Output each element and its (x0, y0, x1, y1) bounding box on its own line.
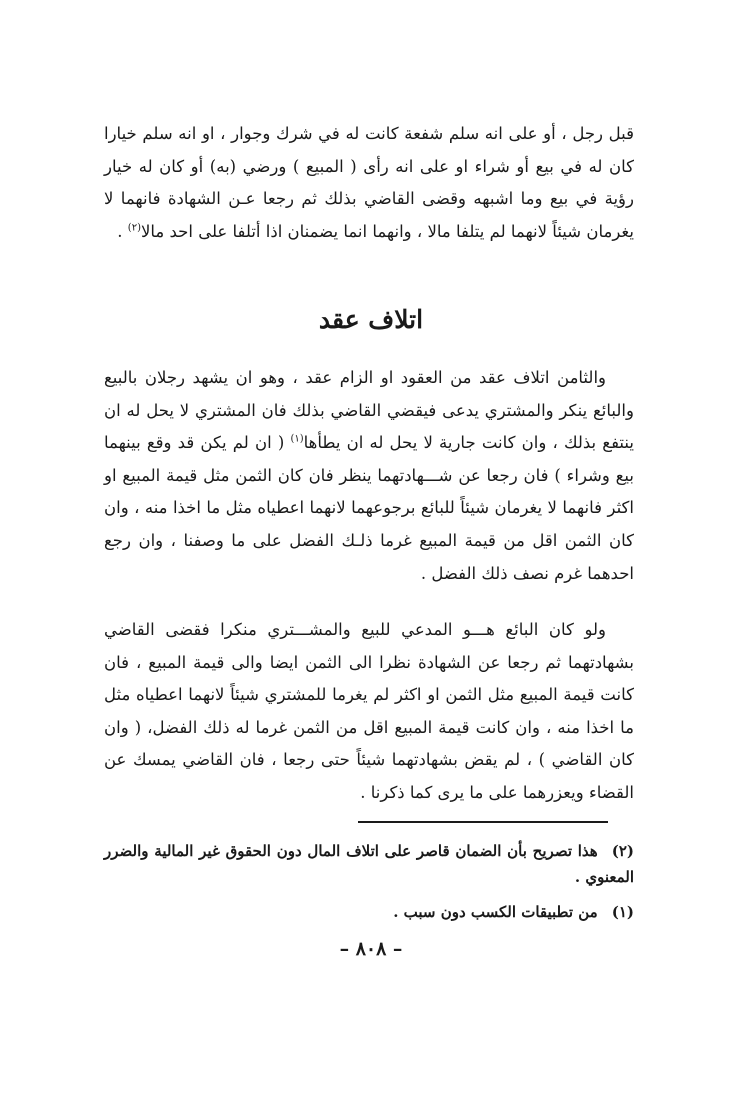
footnote-1 (104, 899, 634, 925)
footnote-text: من تطبيقات الكسب دون سبب . (393, 903, 598, 921)
page-number: – ٨٠٨ – (339, 938, 403, 960)
footnotes (104, 838, 634, 925)
footnote-divider (358, 821, 608, 823)
section1-text-b: ( ان لم يكن قد وقع بينهما بيع وشراء ) فان رجعا عن شـــهادتهما ينظر فان كان الثمن مثل قيمة المبيع او اكثر فانهما لا يغرمان شيئاً للبائع برجوعهما لانهما اعطياه مثل ما اخذا منه ، وان كان الثمن اقل من قيمة المبيع غرما ذلـك الفضل على ما وصفنا ، وان رجع احدهما غرم نصف ذلك الفضل . (104, 433, 634, 583)
footnote-number: (٢) (611, 842, 634, 860)
section-heading: اتلاف عقد (318, 305, 424, 334)
intro-end: . (117, 221, 128, 241)
section2-paragraph (104, 614, 634, 810)
section2-text: ولو كان البائع هـــو المدعي للبيع والمشـــتري منكرا فقضى القاضي بشهادتهما ثم رجعا عن الشهادة نظرا الى الثمن ايضا والى قيمة المبيع ، فان كانت قيمة المبيع مثل الثمن او اكثر لم يغرما للمشتري شيئاً لانهما اعطياه مثل ما اخذا منه ، وان كانت قيمة المبيع اقل من الثمن غرما له ذلك الفضل، ( وان كان القاضي ) ، لم يقض بشهادتهما شيئاً حتى رجعا ، فان القاضي يمسك عن القضاء ويعزرهما على ما يرى كما ذكرنا . (104, 620, 634, 802)
footnote-text: هذا تصريح بأن الضمان قاصر على اتلاف المال دون الحقوق غير المالية والضرر المعنوي . (104, 842, 634, 886)
footnote-2 (104, 838, 634, 890)
section1-text-a: والثامن اتلاف عقد من العقود او الزام عقد ، وهو ان يشهد رجلان بالبيع والبائع ينكر والمشتري يدعى فيقضي القاضي بذلك فان المشتري لا يحل له ان ينتفع بذلك ، وان كانت جارية لا يحل له ان يطأها (104, 368, 634, 453)
footnote-ref-2: (٢) (127, 222, 141, 234)
section1-paragraph (104, 362, 634, 590)
intro-paragraph (104, 118, 634, 248)
intro-text: قبل رجل ، أو على انه سلم شفعة كانت له في شرك وجوار ، او انه سلم خيارا كان له في بيع أو شراء او على انه رأى ( المبيع ) ورضي (به) أو كان له خيار رؤية في بيع وما اشبهه وقضى القاضي بذلك ثم رجعا عـن الشهادة فانهما لا يغرمان شيئاً لانهما لم يتلفا مالا ، وانهما انما يضمنان اذا أتلفا على احد مالا (104, 124, 634, 241)
footnote-ref-1: (١) (290, 433, 304, 445)
footnote-number: (١) (611, 903, 634, 921)
